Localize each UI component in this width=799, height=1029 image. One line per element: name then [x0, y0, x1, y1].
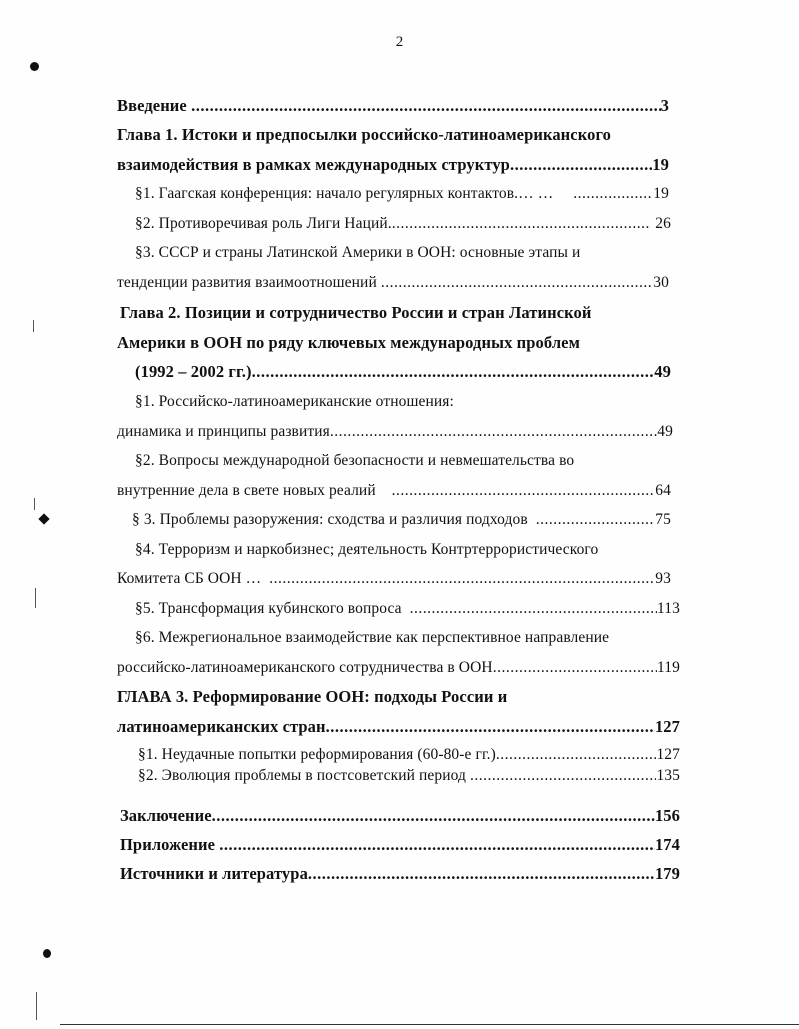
toc-entry-2-1-line1: §1. Российско-латиноамериканские отношения:: [135, 393, 454, 410]
toc-entry-2-2-line1: §2. Вопросы международной безопасности и невмешательства во: [135, 452, 575, 469]
toc-entry-title: Источники и литература: [120, 864, 308, 883]
toc-entry-page: 93: [655, 570, 671, 587]
toc-entry-page: 113: [657, 600, 680, 617]
toc-entry-chapter-1: [117, 155, 669, 175]
toc-entry-page: 26: [651, 215, 671, 232]
toc-entry-2-4: [117, 569, 671, 589]
toc-entry-1-2: [135, 214, 671, 234]
toc-entry-1-3-line1: §3. СССР и страны Латинской Америки в ООН: основные этапы и: [135, 244, 581, 261]
toc-entry-title: Приложение: [120, 835, 220, 854]
binding-hole-mark: [30, 62, 39, 71]
toc-entry-2-1: [117, 422, 673, 442]
toc-chapter-3-title: ГЛАВА 3. Реформирование ООН: подходы России и: [117, 687, 508, 706]
toc-entry-title: российско-латиноамериканского сотрудничества в ООН: [117, 659, 493, 676]
toc-entry-page: 49: [657, 423, 673, 440]
toc-entry-2-6-line1: §6. Межрегиональное взаимодействие как перспективное направление: [135, 629, 610, 646]
toc-entry-page: 119: [657, 659, 680, 676]
toc-entry-chapter-3: [117, 717, 680, 737]
toc-entry-page: 127: [654, 717, 680, 736]
toc-entry-page: 19: [653, 185, 669, 202]
page-number: 2: [395, 34, 404, 50]
toc-entry-title: §2. Эволюция проблемы в постсоветский период: [138, 767, 470, 784]
toc-entry-title: динамика и принципы развития: [117, 423, 330, 440]
toc-entry-title: §1. Гаагская конференция: начало регулярных контактов.… …: [135, 185, 574, 202]
binding-hole-mark: [38, 513, 49, 524]
toc-entry-sources: [120, 864, 680, 884]
scan-artifact-line: [35, 588, 36, 608]
toc-chapter-2-title-line2: Америки в ООН по ряду ключевых международных проблем: [117, 333, 580, 352]
toc-chapter-1-title: Глава 1. Истоки и предпосылки российско-латиноамериканского: [117, 125, 611, 144]
binding-hole-mark: [43, 949, 51, 958]
toc-entry-title: §1. Неудачные попытки реформирования (60-80-е гг.): [138, 746, 496, 763]
toc-entry-2-5: [135, 599, 680, 619]
toc-entry-title: §5. Трансформация кубинского вопроса: [135, 600, 410, 617]
scan-edge-line: [60, 1024, 799, 1025]
scan-artifact-line: [34, 498, 35, 510]
toc-entry-title: Комитета СБ ООН …: [117, 570, 270, 587]
toc-entry-2-3: [132, 510, 671, 530]
toc-chapter-2-title-line1: Глава 2. Позиции и сотрудничество России и стран Латинской: [120, 303, 592, 322]
toc-entry-title: тенденции развития взаимоотношений: [117, 274, 381, 291]
toc-entry-title: Заключение: [120, 806, 212, 825]
toc-entry-appendix: [120, 835, 680, 855]
toc-entry-3-2: [138, 766, 680, 786]
toc-entry-2-6: [117, 658, 680, 678]
toc-entry-page: 3: [660, 96, 669, 115]
toc-entry-page: 127: [656, 746, 680, 763]
toc-entry-1-1: [135, 184, 669, 204]
scan-artifact-line: [36, 992, 37, 1020]
toc-entry-intro: [117, 96, 669, 116]
toc-entry-page: 19: [652, 155, 669, 174]
toc-entry-page: 179: [654, 864, 680, 883]
toc-entry-title: §2. Противоречивая роль Лиги Наций.: [135, 215, 392, 232]
toc-entry-2-2: [117, 481, 671, 501]
toc-entry-title: Введение: [117, 96, 192, 115]
toc-entry-page: 75: [655, 511, 671, 528]
toc-entry-title: взаимодействия в рамках международных структур: [117, 155, 510, 174]
toc-entry-title: (1992 – 2002 гг.): [135, 362, 252, 381]
toc-entry-title: § 3. Проблемы разоружения: сходства и различия подходов: [132, 511, 536, 528]
toc-entry-1-3: [117, 273, 669, 293]
toc-entry-title: латиноамериканских стран: [117, 717, 326, 736]
toc-entry-3-1: [138, 745, 680, 765]
toc-entry-page: 49: [654, 362, 671, 381]
toc-entry-page: 30: [653, 274, 669, 291]
toc-entry-conclusion: [120, 806, 680, 826]
toc-entry-page: 64: [655, 482, 671, 499]
toc-entry-2-4-line1: §4. Терроризм и наркобизнес; деятельность Контртеррористического: [135, 541, 599, 558]
toc-entry-page: 174: [654, 835, 680, 854]
toc-entry-page: 135: [656, 767, 680, 784]
scan-artifact-line: [33, 320, 34, 332]
toc-entry-title: внутренние дела в свете новых реалий: [117, 482, 392, 499]
toc-entry-chapter-2: [135, 362, 671, 382]
toc-entry-page: 156: [654, 806, 680, 825]
